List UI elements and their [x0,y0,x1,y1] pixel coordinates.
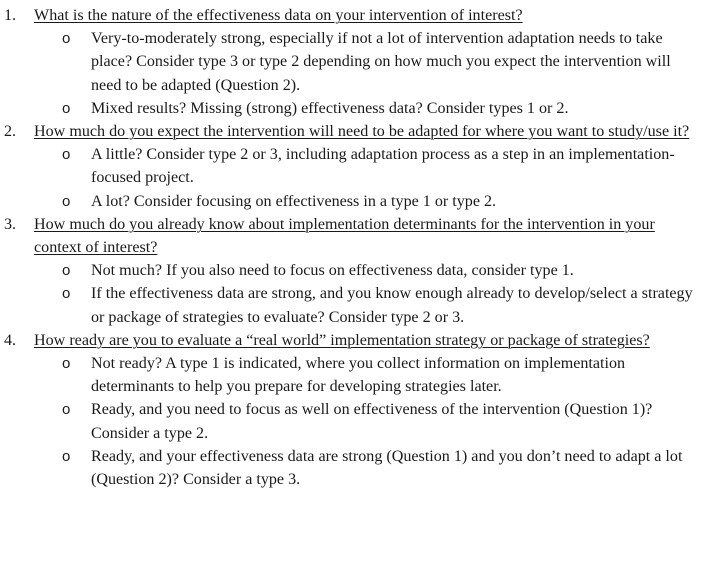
answer-option [0,27,708,97]
answer-option [0,143,708,189]
answer-list [0,27,708,120]
hollow-bullet-icon: o [62,262,71,280]
answer-option [0,398,708,444]
question-text: How ready are you to evaluate a “real world” implementation strategy or package of strategies? [34,331,650,349]
question-number: 1. [4,7,17,24]
question-1 [0,4,708,27]
answer-option [0,282,708,328]
answer-option [0,97,708,120]
answer-text: Not ready? A type 1 is indicated, where you collect information on implementation determinants to help you prepare for developing strategies later. [91,355,626,396]
answer-list [0,143,708,213]
question-2 [0,120,708,143]
answer-option [0,445,708,491]
answer-option [0,259,708,282]
hollow-bullet-icon: o [62,355,71,373]
document [0,4,708,491]
hollow-bullet-icon: o [62,447,71,465]
hollow-bullet-icon: o [62,30,71,48]
hollow-bullet-icon: o [62,192,71,210]
answer-text: Ready, and your effectiveness data are strong (Question 1) and you don’t need to adapt a lot (Question 2)? Consider a type 3. [91,447,683,489]
answer-text: Very-to-moderately strong, especially if not a lot of intervention adaptation needs to take place? Consider type 3 or type 2 depending on how much you expect the intervention will need to be adapted (Question 2). [91,30,671,94]
answer-list [0,352,708,491]
question-text: What is the nature of the effectiveness data on your intervention of interest? [34,7,523,24]
hollow-bullet-icon: o [62,401,71,419]
answer-text: Ready, and you need to focus as well on effectiveness of the intervention (Question 1)? Consider a type 2. [91,401,653,442]
question-text: How much do you already know about implementation determinants for the intervention in your context of interest? [34,215,655,257]
answer-option [0,190,708,213]
answer-text: A lot? Consider focusing on effectiveness in a type 1 or type 2. [91,192,497,210]
question-number: 2. [4,123,17,141]
answer-list [0,259,708,329]
hollow-bullet-icon: o [62,99,71,117]
hollow-bullet-icon: o [62,146,71,164]
question-number: 3. [4,215,17,233]
answer-option [0,352,708,398]
answer-text: Not much? If you also need to focus on effectiveness data, consider type 1. [91,262,574,280]
answer-text: If the effectiveness data are strong, and you know enough already to develop/select a strategy or package of strategies to evaluate? Consider type 2 or 3. [91,285,693,326]
answer-text: Mixed results? Missing (strong) effectiveness data? Consider types 1 or 2. [91,99,569,117]
question-3 [0,213,708,259]
hollow-bullet-icon: o [62,285,71,303]
question-number: 4. [4,331,17,349]
answer-text: A little? Consider type 2 or 3, including adaptation process as a step in an implementation-focused project. [91,146,675,187]
question-4 [0,329,708,352]
question-text: How much do you expect the intervention will need to be adapted for where you want to study/use it? [34,123,690,141]
